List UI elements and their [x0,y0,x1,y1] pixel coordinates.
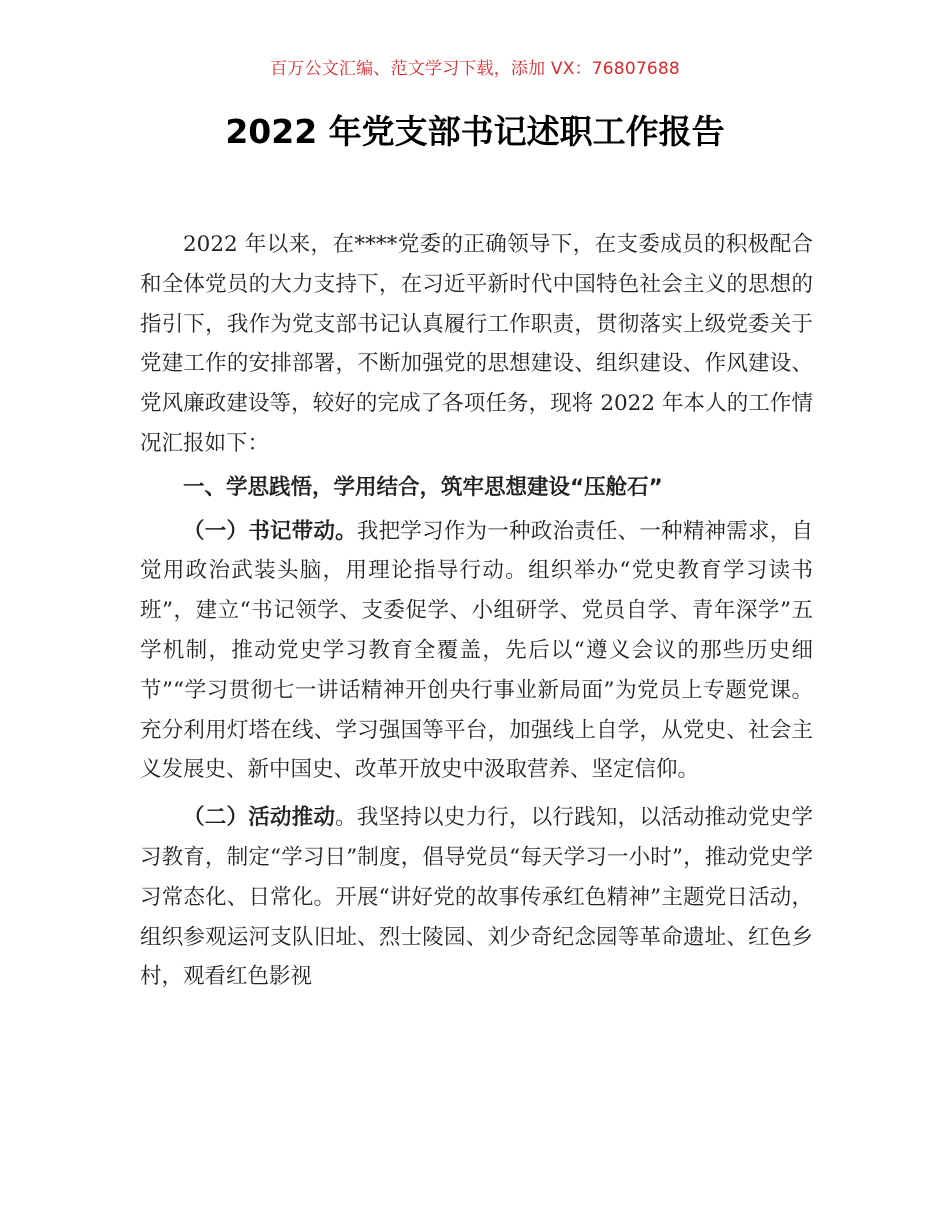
item-lead-2: （二）活动推动 [183,805,336,831]
item-text-2: 。我坚持以史力行，以行践知，以活动推动党史学习教育，制定“学习日”制度，倡导党员“每天学习一小时”，推动党史学习常态化、日常化。开展“讲好党的故事传承红色精神”主题党日活动，组织参观运河支队旧址、烈士陵园、刘少奇纪念园等革命遗址、红色乡村，观看红色影视 [140,805,813,990]
section-heading-1: 一、学思践悟，学用结合，筑牢思想建设“压舱石” [183,474,663,500]
document-body [140,225,813,997]
item-paragraph-1 [140,512,813,791]
item-text-1: 我把学习作为一种政治责任、一种精神需求，自觉用政治武装头脑，用理论指导行动。组织举办“党史教育学习读书班”，建立“书记领学、支委促学、小组研学、党员自学、青年深学”五学机制，推动党史学习教育全覆盖，先后以“遵义会议的那些历史细节”“学习贯彻七一讲话精神开创央行事业新局面”为党员上专题党课。充分利用灯塔在线、学习强国等平台，加强线上自学，从党史、社会主义发展史、新中国史、改革开放史中汲取营养、坚定信仰。 [140,518,813,783]
document-title: 2022 年党支部书记述职工作报告 [225,112,725,151]
promo-banner: 百万公文汇编、范文学习下载，添加 VX：76807688 [270,59,680,79]
item-paragraph-2 [140,798,813,997]
intro-paragraph: 2022 年以来，在****党委的正确领导下，在支委成员的积极配合和全体党员的大力支持下，在习近平新时代中国特色社会主义的思想的指引下，我作为党支部书记认真履行工作职责，贯彻落实上级党委关于党建工作的安排部署，不断加强党的思想建设、组织建设、作风建设、党风廉政建设等，较好的完成了各项任务，现将 2022 年本人的工作情况汇报如下： [140,232,813,456]
item-lead-1: （一）书记带动。 [183,518,357,544]
